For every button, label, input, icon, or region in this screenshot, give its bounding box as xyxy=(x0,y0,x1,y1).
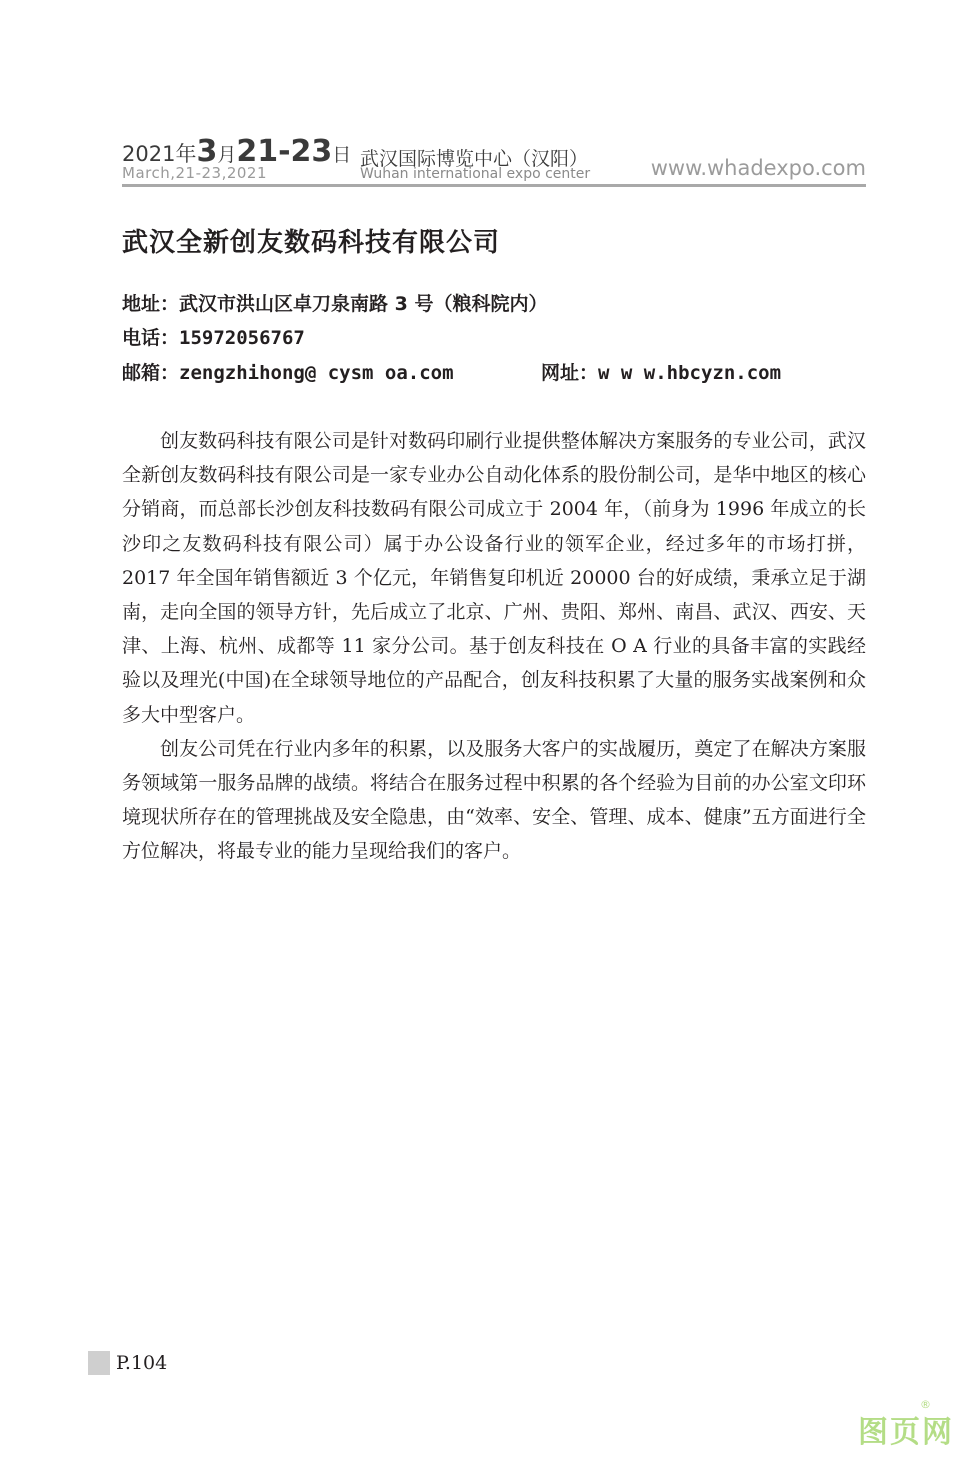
address-label: 地址： xyxy=(122,293,180,315)
header-divider xyxy=(122,184,866,187)
expo-date: 2021年3月21-23日 xyxy=(122,134,352,169)
venue-name-en: Wuhan international expo center xyxy=(360,166,591,182)
expo-website: www.whadexpo.com xyxy=(650,156,866,180)
address-value: 武汉市洪山区卓刀泉南路 3 号（粮科院内） xyxy=(179,293,548,315)
company-description xyxy=(122,424,866,869)
description-paragraph-1: 创友数码科技有限公司是针对数码印刷行业提供整体解决方案服务的专业公司，武汉全新创友数码科技有限公司是一家专业办公自动化体系的股份制公司，是华中地区的核心分销商，而总部长沙创友科技数码有限公司成立于 2004 年，（前身为 1996 年成立的长沙印之友数码科技有限公司）属于办公设备行业的领军企业，经过多年的市场打拼，2017 年全国年销售额近 3 个亿元，年销售复印机近 20000 台的好成绩，秉承立足于湖南，走向全国的领导方针，先后成立了北京、广州、贵阳、郑州、南昌、武汉、西安、天津、上海、杭州、成都等 11 家分公司。基于创友科技在 O A 行业的具备丰富的实践经验以及理光(中国)在全球领导地位的产品配合，创友科技积累了大量的服务实战案例和众多大中型客户。 xyxy=(122,430,866,726)
web-value: w w w.hbcyzn.com xyxy=(598,362,782,384)
phone-value: 15972056767 xyxy=(179,327,305,349)
phone-label: 电话： xyxy=(122,327,180,349)
page-header xyxy=(122,128,866,190)
company-website xyxy=(541,358,781,385)
company-address xyxy=(122,289,547,316)
company-email xyxy=(122,358,454,385)
company-phone xyxy=(122,323,305,350)
email-value: zengzhihong@ cysm oa.com xyxy=(179,362,454,384)
page-number-marker xyxy=(88,1351,110,1375)
venue-name-cn: 武汉国际博览中心（汉阳） xyxy=(360,148,589,170)
expo-date-en: March,21-23,2021 xyxy=(122,164,268,182)
watermark-logo: 图页网 xyxy=(858,1415,954,1450)
web-label: 网址： xyxy=(541,362,599,384)
registered-mark: ® xyxy=(920,1398,931,1411)
description-paragraph-2: 创友公司凭在行业内多年的积累，以及服务大客户的实战履历，奠定了在解决方案服务领域第一服务品牌的战绩。将结合在服务过程中积累的各个经验为目前的办公室文印环境现状所存在的管理挑战及安全隐患，由“效率、安全、管理、成本、健康”五方面进行全方位解决，将最专业的能力呈现给我们的客户。 xyxy=(122,737,866,863)
page-number: P.104 xyxy=(116,1352,168,1374)
email-label: 邮箱： xyxy=(122,362,180,384)
company-title: 武汉全新创友数码科技有限公司 xyxy=(122,228,501,258)
